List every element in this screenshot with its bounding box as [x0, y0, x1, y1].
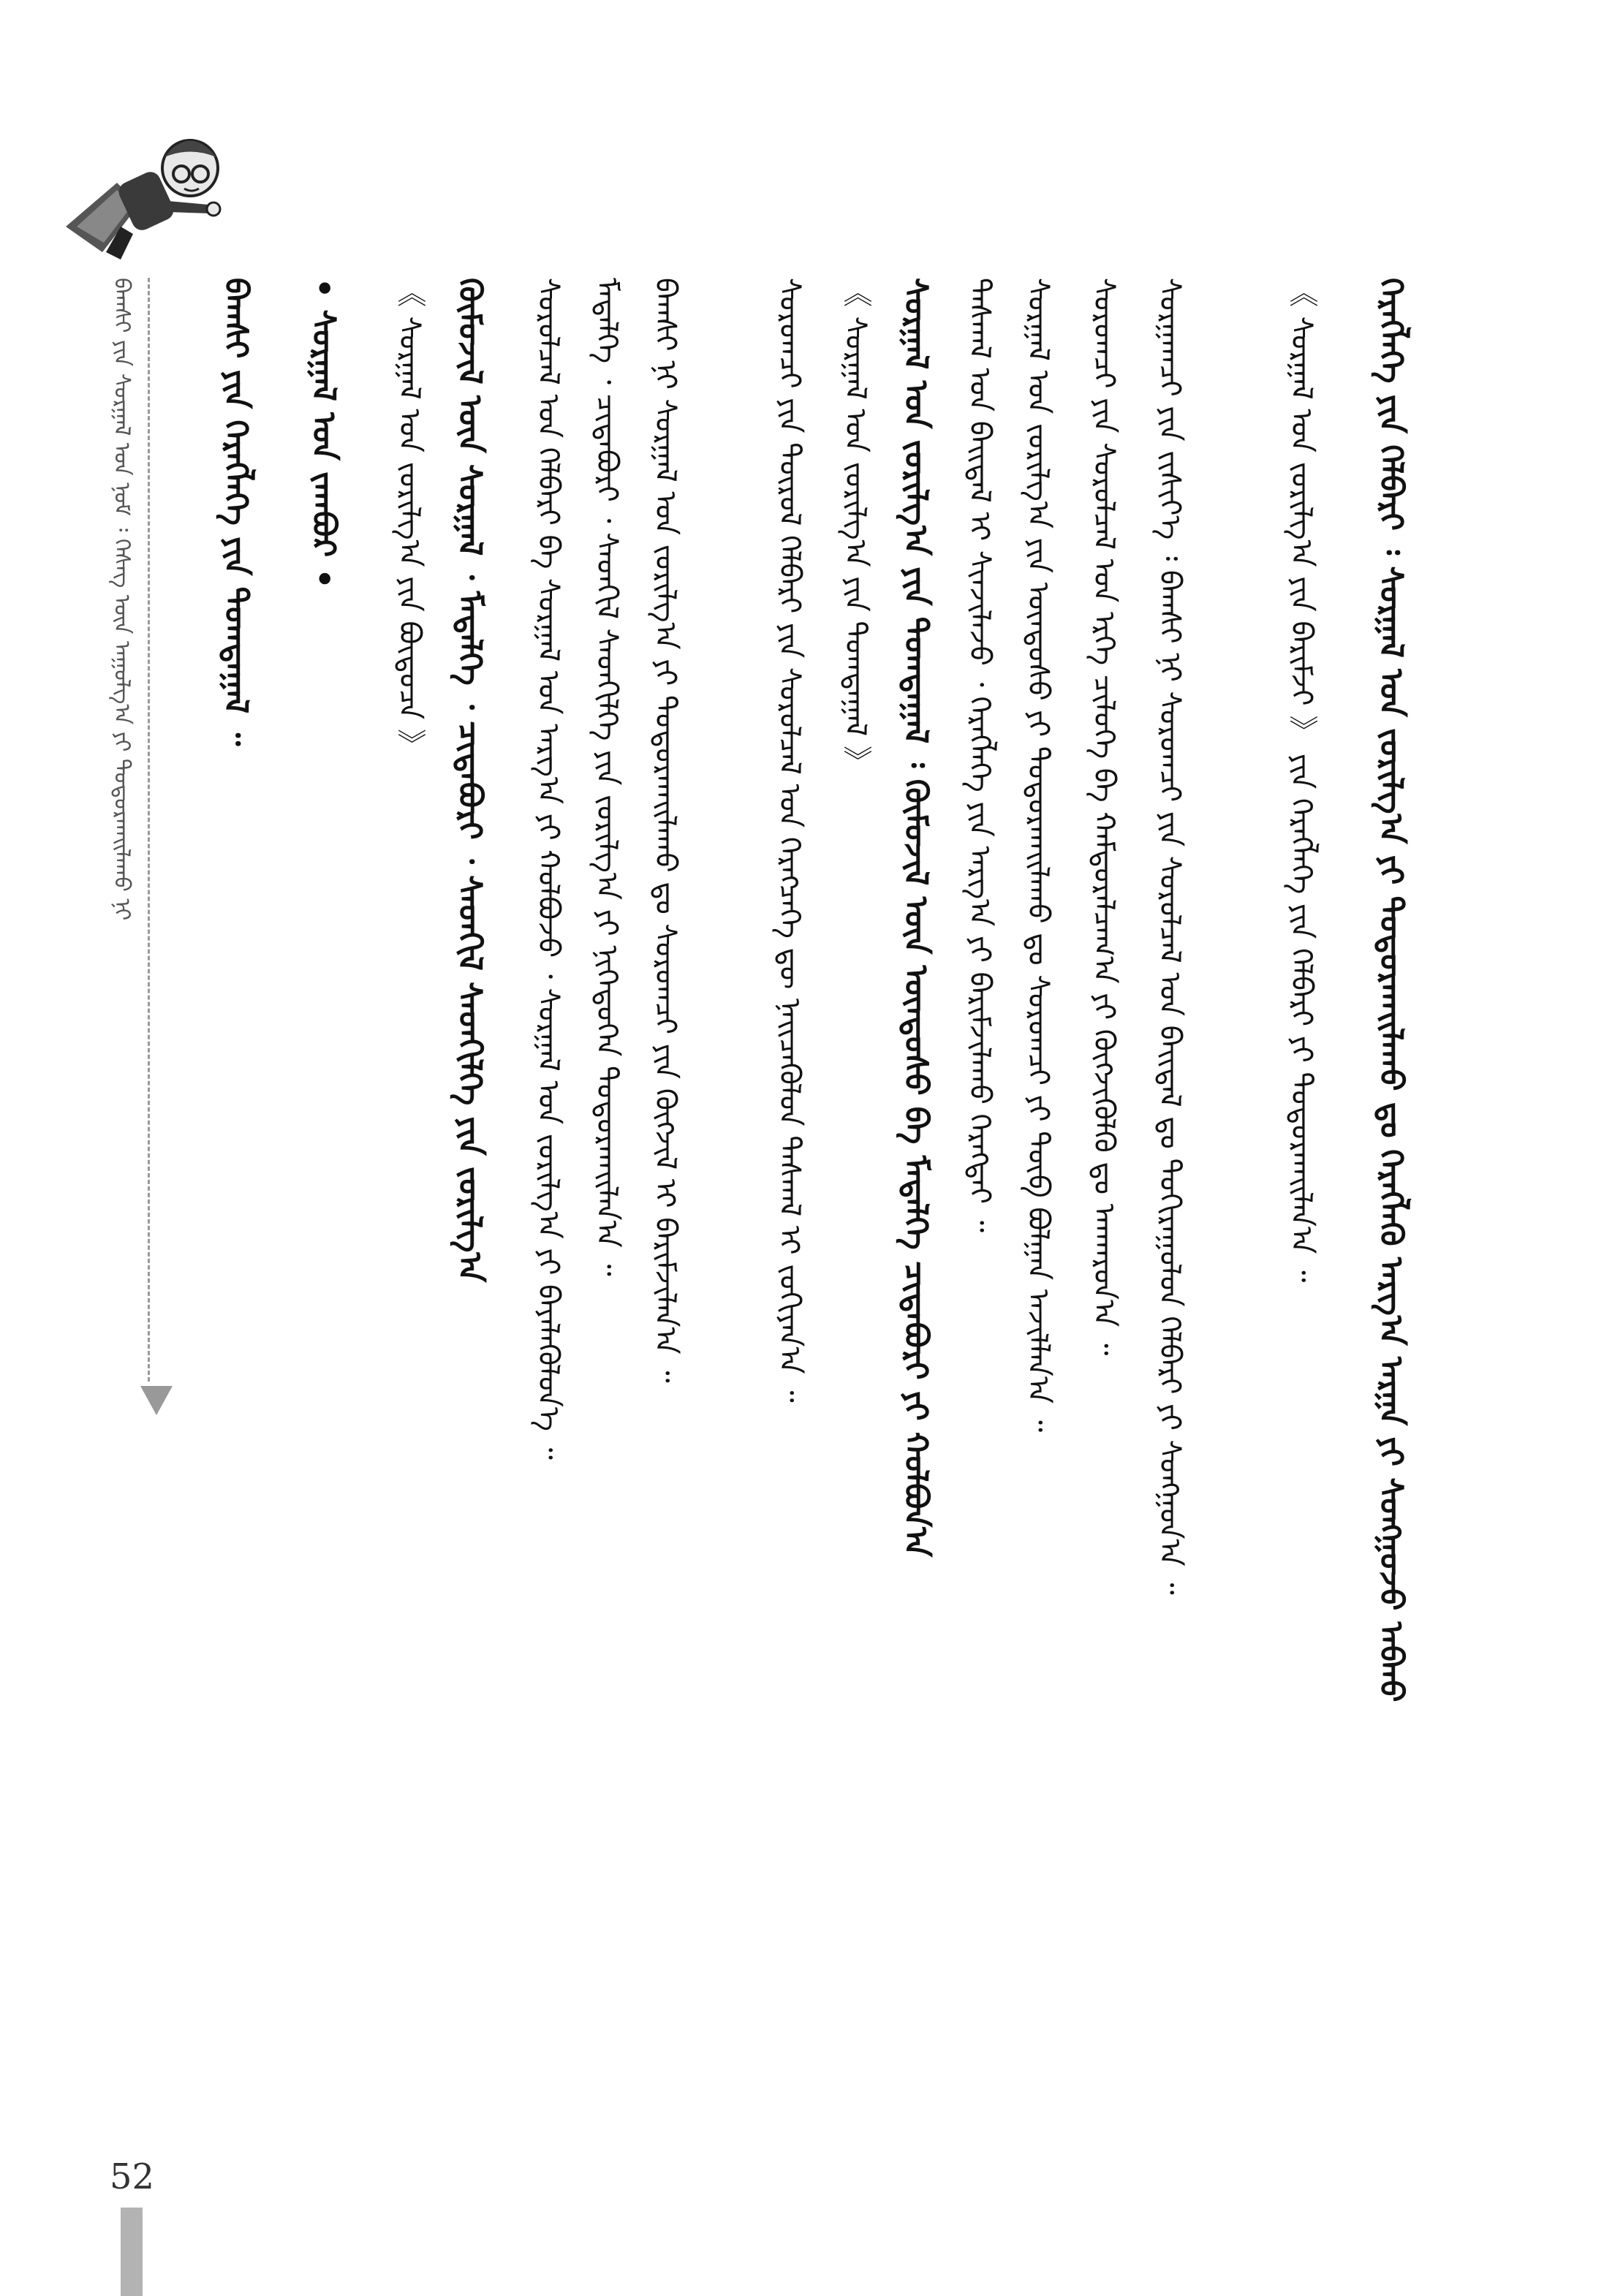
text-column: 《 ᠰᠤᠷᠭᠠᠯ ᠤᠨ ᠵᠣᠷᠢᠯᠭ᠎ᠠ ᠶᠢᠨ ᠲᠣᠭᠲᠠᠭᠠᠯ 》 [839, 278, 872, 775]
text-column: ᠰᠤᠷᠤᠯᠴᠠᠯ ᠤᠨ ᠬᠡᠯᠪᠡᠷᠢ ᠪᠠ ᠰᠤᠷᠭᠠᠯ ᠤᠨ ᠠᠷᠭ᠎ᠠ ᠶᠢ ᠬᠣᠯᠪᠣᠵᠤ ᠂ ᠰᠤᠷᠭᠠᠯ ᠤᠨ ᠵᠣᠷᠢᠯᠭ᠎ᠠ ᠶᠢ ᠪᠡᠶᠡᠯᠡᠭᠦᠯᠦᠨ᠎ᠡ ᠃ [531, 278, 565, 1460]
text-column: ᠰᠤᠷᠭᠠᠭᠴᠢ ᠶᠢᠨ ᠵᠢᠱᠢᠶ᠎ᠡ ᠄ ᠪᠠᠭᠰᠢ ᠨᠢ ᠰᠤᠷᠤᠭᠴᠢ ᠶᠢᠨ ᠰᠤᠷᠤᠯᠴᠠᠯ ᠤᠨ ᠪᠠᠢᠳᠠᠯ ᠳᠤ ᠲᠣᠬᠢᠷᠠᠭᠤᠯᠤᠨ ᠬᠡᠯᠪᠡᠷᠢ ᠶᠢ ᠰᠣᠩᠭᠣᠨ᠎ᠠ ᠃ [1153, 278, 1187, 1595]
page-number: 52 [110, 2156, 155, 2197]
text-column: ᠳᠠᠰᠬᠠᠯ ᠤᠨ ᠪᠠᠢᠳᠠᠯ ᠢ ᠰᠢᠨᠵᠢᠯᠡᠵᠦ ᠂ ᠬᠡᠷᠡᠭᠯᠡᠭᠡ ᠶᠢᠨ ᠠᠷᠭ᠎ᠠ ᠶᠢ ᠪᠠᠷᠢᠮᠵᠢᠯᠠᠬᠤ ᠬᠡᠷᠡᠭᠲᠡᠢ ᠃ [963, 278, 996, 1233]
text-column: ᠪᠠᠭᠰᠢ ᠶᠢᠨ ᠬᠡᠷᠡᠭᠯᠡᠭᠡ ᠶᠢᠨ ᠲᠣᠭᠲᠠᠭᠠᠯ ᠃ [217, 278, 254, 746]
arrow-down-icon [140, 1386, 173, 1415]
text-column: 《 ᠰᠤᠷᠭᠠᠯ ᠤᠨ ᠵᠣᠷᠢᠯᠭ᠎ᠠ ᠶᠢᠨ ᠪᠠᠷᠢᠮᠵᠢ 》 ᠶᠢᠨ ᠬᠡᠷᠡᠭᠯᠡᠭᠡ ᠶᠢᠨ ᠬᠡᠯᠪᠡᠷᠢ ᠶᠢ ᠲᠣᠳᠣᠷᠬᠠᠢᠯᠠᠨ᠎ᠠ ᠃ [1285, 278, 1318, 1283]
text-column: ᠮᠡᠳᠡᠯᠭᠡ ᠂ ᠴᠢᠳᠠᠪᠤᠷᠢ ᠂ ᠰᠡᠳᠬᠢᠯ ᠰᠡᠳᠬᠢᠯᠭᠡ ᠶᠢᠨ ᠵᠣᠷᠢᠯᠭ᠎ᠠ ᠶᠢ ᠨᠢᠭᠡᠳᠦᠭᠡᠨ ᠲᠣᠳᠣᠷᠬᠠᠢᠯᠠᠨ᠎ᠠ ᠃ [590, 278, 624, 1276]
section-heading: ᠬᠡᠷᠡᠭᠯᠡᠭᠡ ᠶᠢᠨ ᠬᠡᠯᠪᠡᠷᠢ ᠄ ᠰᠤᠷᠭᠠᠯ ᠤᠨ ᠵᠣᠷᠢᠯᠭ᠎ᠠ ᠶᠢ ᠲᠣᠳᠣᠷᠬᠠᠢᠯᠠᠬᠤ ᠳᠤ ᠬᠡᠷᠡᠭᠯᠡᠬᠦ ᠠᠷᠭ᠎ᠠ ᠠᠷᠭᠠ ᠶᠢ ᠰᠣᠩᠭᠣᠵᠤ ᠠᠪᠬᠤ [1372, 278, 1410, 1702]
text-column: ᠰᠤᠷᠤᠭᠴᠢ ᠶᠢᠨ ᠲᠥᠷᠦᠯ ᠬᠡᠯᠪᠡᠷᠢ ᠶᠢᠨ ᠰᠤᠷᠤᠯᠴᠠᠯ ᠤᠨ ᠬᠡᠷᠡᠭᠴᠡᠭᠡ ᠳᠦ ᠨᠡᠢᠴᠡᠭᠦᠯᠦᠨ ᠳᠠᠰᠬᠠᠯ ᠢ ᠵᠣᠬᠢᠶᠠᠨ᠎ᠠ ᠃ [773, 278, 806, 1403]
mascot-arm [168, 201, 220, 216]
text-column: ᠰᠤᠷᠤᠭᠴᠢ ᠶᠢᠨ ᠰᠤᠷᠤᠯᠴᠠᠯ ᠤᠨ ᠡᠷᠬᠡ ᠴᠢᠯᠦᠭᠡ ᠪᠠ ᠬᠠᠮᠲᠤᠷᠠᠯᠴᠠᠭ᠎ᠠ ᠶᠢ ᠬᠥᠭᠵᠢᠭᠦᠯᠬᠦ ᠳᠤ ᠠᠨᠬᠠᠷᠤᠨ᠎ᠠ ᠃ [1087, 278, 1121, 1356]
mascot-head [162, 140, 218, 196]
section-heading: ᠬᠦᠮᠦᠵᠢᠯ ᠦᠨ ᠰᠤᠷᠭᠠᠯ ᠂ ᠮᠡᠳᠡᠯᠭᠡ ᠂ ᠴᠢᠳᠠᠪᠤᠷᠢ ᠂ ᠰᠡᠳᠬᠢᠯ ᠰᠡᠳᠬᠢᠯᠭᠡ ᠶᠢᠨ ᠵᠣᠷᠢᠯᠭ᠎ᠠ [451, 278, 488, 1283]
section-heading: ᠰᠤᠷᠭᠠᠯ ᠤᠨ ᠵᠣᠷᠢᠯᠭ᠎ᠠ ᠶᠢᠨ ᠲᠣᠭᠲᠠᠭᠠᠯ ᠄ ᠬᠦᠮᠦᠵᠢᠯ ᠦᠨ ᠦᠨᠳᠦᠰᠦ ᠪᠠ ᠮᠡᠳᠡᠯᠭᠡ ᠴᠢᠳᠠᠪᠤᠷᠢ ᠶᠢ ᠬᠣᠯᠪᠣᠨ᠎ᠠ [897, 278, 934, 1558]
header-divider [148, 278, 150, 1382]
section-heading: • ᠰᠤᠷᠭᠠᠯ ᠤᠨ ᠵᠠᠭᠪᠤᠷ • [305, 278, 342, 589]
boy-mascot-illustration [51, 117, 227, 270]
page-edge-bar [121, 2208, 143, 2296]
text-column: 《 ᠰᠤᠷᠭᠠᠯ ᠤᠨ ᠵᠣᠷᠢᠯᠭ᠎ᠠ ᠶᠢᠨ ᠪᠦᠲᠦᠴᠡ 》 [393, 278, 426, 758]
text-column: ᠰᠤᠷᠭᠠᠯ ᠤᠨ ᠵᠣᠷᠢᠯᠭ᠎ᠠ ᠶᠢᠨ ᠦᠨᠳᠦᠰᠦ ᠶᠢ ᠲᠣᠳᠣᠷᠬᠠᠢᠯᠠᠬᠤ ᠳᠤ ᠰᠤᠷᠤᠭᠴᠢ ᠶᠢ ᠲᠥᠪ ᠪᠣᠯᠭᠠᠨ ᠠᠵᠢᠯᠯᠠᠨ᠎ᠠ ᠃ [1021, 278, 1055, 1433]
text-column: ᠪᠠᠭᠰᠢ ᠨᠢ ᠰᠤᠷᠭᠠᠯ ᠤᠨ ᠵᠣᠷᠢᠯᠭ᠎ᠠ ᠶᠢ ᠲᠣᠳᠣᠷᠬᠠᠢᠯᠠᠬᠤ ᠳᠤ ᠰᠤᠷᠤᠭᠴᠢ ᠶᠢᠨ ᠬᠥᠭᠵᠢᠯ ᠢ ᠪᠠᠷᠢᠮᠵᠢᠯᠠᠨ᠎ᠠ ᠃ [648, 278, 682, 1383]
running-header: ᠪᠠᠭᠰᠢ ᠶᠢᠨ ᠰᠤᠷᠭᠠᠯ ᠤᠨ ᠨᠣᠮ ᠄ ᠬᠡᠰᠡᠭ ᠦᠨ ᠠᠭᠤᠯᠭ᠎ᠠ ᠶᠢ ᠲᠣᠳᠣᠷᠬᠠᠢᠯᠠᠬᠤ ᠨᠢ [109, 278, 135, 921]
